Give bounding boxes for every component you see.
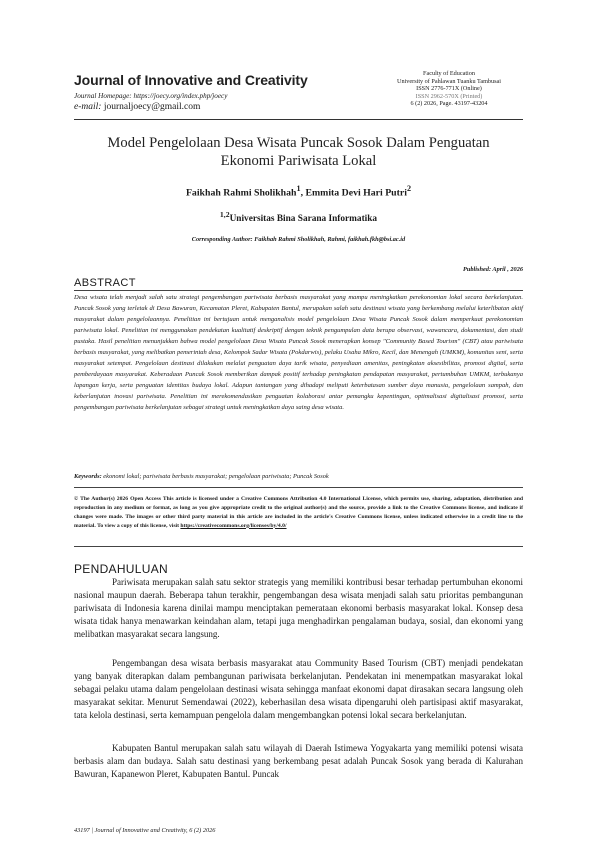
header-divider [74, 119, 523, 120]
license-notice [74, 495, 523, 531]
author-list [74, 184, 523, 198]
author-2-sup: 2 [406, 184, 412, 193]
keywords [74, 473, 523, 480]
corresponding-author: Corresponding Author: Faikhah Rahmi Sholikhah, Rahmi, faikhah.fkh@bsi.ac.id [191, 236, 406, 243]
title-line-2: Ekonomi Pariwisata Lokal [220, 153, 377, 169]
email-label: e-mail: [74, 102, 102, 112]
journal-email [74, 102, 374, 113]
author-1: Faikhah Rahmi Sholikhah [185, 187, 297, 199]
author-1-sup: 1 [296, 184, 301, 193]
affiliation-name: Universitas Bina Sarana Informatika [229, 214, 378, 225]
author-2: Emmita Devi Hari Putri [305, 187, 407, 199]
issn-print: ISSN 2962-570X (Printed) [415, 92, 483, 100]
license-text: © The Author(s) 2026 Open Access This article is licensed under a Creative Commons Attribution 4.0 International License, which permits use, sharing, adaptation, distribution and reproduction in any medium or format, as long as you give appropriate credit to the original author(s) and the source, provide a link to the Creative Commons license, and indicate if changes were made. The images or other third party material in this article are included in the article's Creative Commons license, unless indicated otherwise in a credit line to the material. To view a copy of this license, visit [74, 496, 523, 529]
body-paragraph-3 [74, 742, 523, 781]
university-line: University of Pahlawan Tuanku Tambusai [397, 77, 501, 85]
issn-online: ISSN 2776-771X (Online) [416, 85, 482, 93]
abstract-text: Desa wisata telah menjadi salah satu strategi pengembangan pariwisata berbasis masyarakat yang mampu meningkatkan perekonomian lokal secara berkelanjutan. Puncak Sosok yang terletak di Desa Bawuran, Kecamatan Pleret, Kabupaten Bantul, merupakan salah satu destinasi wisata yang berkembang melalui keterlibatan aktif masyarakat dalam pengelolaannya. Penelitian ini bertujuan untuk menganalisis model pengelolaan Desa Wisata Puncak Sosok dalam memperkuat perekonomian pariwisata lokal. Penelitian ini menggunakan pendekatan kualitatif deskriptif dengan teknik pengumpulan data berupa observasi, wawancara, dokumentasi, dan studi pustaka. Hasil penelitian menunjukkan bahwa model pengelolaan Desa Wisata Puncak Sosok menerapkan konsep "Community Based Tourism" (CBT) atau pariwisata berbasis masyarakat, yang melibatkan pemerintah desa, Kelompok Sadar Wisata (Pokdarwis), pelaku Usaha Mikro, Kecil, dan Menengah (UMKM), komunitas seni, serta masyarakat setempat. Pengelolaan destinasi dilakukan melalui penguatan daya tarik wisata, penyediaan amenitas, peningkatan aksesibilitas, promosi digital, serta pemberdayaan masyarakat. Keberadaan Puncak Sosok memberikan dampak positif terhadap peningkatan pendapatan masyarakat, pertumbuhan UMKM, terbukanya lapangan kerja, serta penguatan identitas budaya lokal. Adapun tantangan yang dihadapi meliputi keterbatasan sumber daya manusia, pengelolaan sampah, dan keberlanjutan inovasi pariwisata. Penelitian ini merekomendasikan penguatan kolaborasi antar pemangku kepentingan, optimalisasi digitalisasi promosi, serta pengembangan pariwisata berkelanjutan sebagai strategi untuk meningkatkan daya saing desa wisata. [74, 294, 523, 411]
homepage-link[interactable]: https://joecy.org/index.php/joecy [133, 92, 228, 100]
paragraph-text: Pengembangan desa wisata berbasis masyarakat atau Community Based Tourism (CBT) menjadi pendekatan yang banyak diterapkan dalam pembangunan pariwisata berkelanjutan. Pendekatan ini menempatkan masyarakat lokal sebagai pelaku utama dalam pengelolaan destinasi wisata sehingga manfaat ekonomi dapat dirasakan secara langsung oleh masyarakat sekitar. Menurut Semendawai (2022), keberhasilan desa wisata dipengaruhi oleh partisipasi aktif masyarakat, tata kelola destinasi, serta kemampuan pengelola dalam mengembangkan potensi lokal secara berkelanjutan. [74, 658, 523, 721]
paragraph-text: Pariwisata merupakan salah satu sektor strategis yang memiliki kontribusi besar terhadap pertumbuhan ekonomi nasional maupun daerah. Beberapa tahun terakhir, pengembangan desa wisata menjadi salah satu prioritas pembangunan pariwisata di Indonesia karena dinilai mampu menciptakan pemerataan ekonomi berbasis masyarakat lokal. Konsep desa wisata tidak hanya menawarkan keindahan alam, tetapi juga menghadirkan pengalaman budaya, sosial, dan ekonomi yang melibatkan masyarakat secara langsung. [74, 577, 523, 640]
journal-title: Journal of Innovative and Creativity [74, 72, 308, 88]
section-heading: PENDAHULUAN [74, 562, 168, 576]
keywords-text: ekonomi lokal; pariwisata berbasis masyarakat; pengelolaan pariwisata; Puncak Sosok [101, 473, 329, 480]
keywords-divider [74, 487, 523, 488]
license-divider [74, 546, 523, 547]
journal-header-left [74, 72, 374, 113]
faculty-line: Faculty of Education [423, 70, 475, 77]
journal-homepage: Journal Homepage: https://joecy.org/index.php/joecy [74, 92, 228, 100]
abstract-divider [74, 290, 523, 291]
volume-pages: 6 (2) 2026, Page. 43197-43204 [410, 100, 488, 108]
footer-separator: | [89, 827, 95, 834]
body-paragraph-1 [74, 576, 523, 641]
page-footer [74, 827, 215, 834]
homepage-label: Journal Homepage [74, 92, 130, 100]
paragraph-text: Kabupaten Bantul merupakan salah satu wilayah di Daerah Istimewa Yogyakarta yang memiliki potensi wisata berbasis alam dan budaya. Salah satu destinasi yang berkembang pesat adalah Puncak Sosok yang berada di Kalurahan Bawuran, Kapanewon Pleret, Kabupaten Bantul. Puncak [74, 743, 523, 780]
title-line-1: Model Pengelolaan Desa Wisata Puncak Sosok Dalam Penguatan [107, 135, 490, 151]
author-separator: , [300, 187, 306, 199]
affiliation [74, 210, 523, 224]
published-date: Published: April , 2026 [463, 266, 523, 273]
page-number: 43197 [74, 827, 90, 834]
footer-citation: Journal of Innovative and Creativity, 6 (2) 2026 [94, 827, 216, 834]
affiliation-sup: 1,2 [219, 210, 230, 219]
abstract-heading: ABSTRACT [74, 277, 136, 289]
body-paragraph-2 [74, 657, 523, 722]
license-link[interactable]: https://creativecommons.org/licenses/by/4.0/ [180, 522, 287, 529]
journal-header-right [374, 70, 524, 108]
article-title [74, 134, 523, 170]
email-link[interactable]: journaljoecy@gmail.com [103, 102, 201, 112]
keywords-label: Keywords: [74, 473, 102, 480]
